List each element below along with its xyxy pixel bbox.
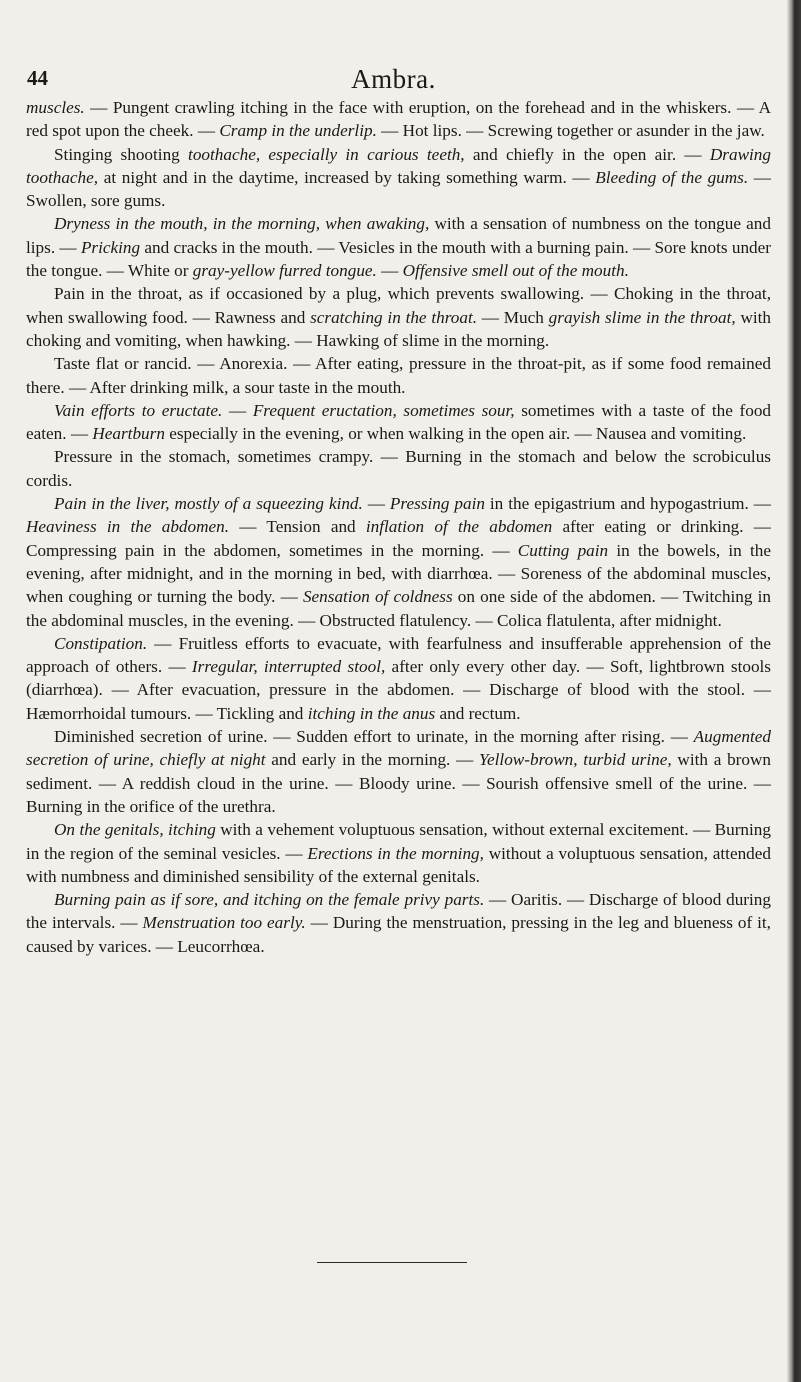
text-run: — Much (477, 307, 549, 327)
text-run: Diminished secretion of urine. — Sudden effort to urinate, in the morning after rising. — (54, 727, 694, 747)
paragraph (26, 143, 771, 213)
text-run: — Pungent crawling itching in the face with eruption, on the forehead and in the whiskers. — A red spot upon the cheek. — (26, 98, 771, 141)
italic-text-run: On the genitals, itching (54, 820, 216, 840)
paragraph (26, 282, 771, 352)
italic-text-run: Cutting pain (517, 540, 609, 560)
text-run: especially in the evening, or when walking in the open air. — Nausea and vomiting. (164, 424, 747, 444)
text-run: — (362, 494, 390, 514)
text-run: — (222, 400, 253, 420)
text-run: — (376, 261, 403, 281)
page-number: 44 (27, 66, 48, 90)
text-run: without a voluptuous sensation, attended with numbness and diminished sensibility of the external genitals. (26, 843, 771, 886)
text-run: — Swollen, sore gums. (26, 167, 771, 211)
text-run: and rectum. (435, 703, 521, 723)
text-run: — Tension and (229, 517, 366, 537)
text-run: at night and in the daytime, increased by taking something warm. — (98, 167, 596, 187)
italic-text-run: scratching in the throat. (310, 307, 478, 327)
page-edge-shadow (787, 0, 801, 1382)
text-run: Stinging shooting (54, 144, 189, 164)
paragraph (26, 352, 771, 399)
text-run: and cracks in the mouth. — Vesicles in the mouth with a burning pain. — Sore knots under the tongue. — White or (26, 237, 771, 281)
paragraph (26, 492, 771, 632)
italic-text-run: Pressing pain (389, 494, 485, 514)
text-run: in the epigastrium and hypogastrium. — (484, 494, 771, 514)
paragraph (26, 445, 771, 492)
text-run: with a sensation of numbness on the tongue and lips. — (26, 214, 771, 257)
text-run: Taste flat or rancid. — Anorexia. — After eating, pressure in the throat-pit, as if some food remained there. — After drinking milk, a sour taste in the mouth. (26, 354, 771, 397)
italic-text-run: grayish slime in the throat, (548, 307, 736, 327)
text-run: in the bowels, in the evening, after midnight, and in the morning in bed, with diarrhœa. — Soreness of the abdominal muscles, when coughing or turning the body. — (26, 540, 771, 607)
text-run: with choking and vomiting, when hawking. — Hawking of slime in the morning. (26, 307, 772, 350)
running-head: Ambra. (351, 64, 436, 94)
italic-text-run: toothache, especially in carious teeth, (188, 144, 465, 164)
italic-text-run: Dryness in the mouth, in the morning, when awaking, (54, 214, 430, 234)
section-rule (317, 1262, 467, 1263)
text-run: after eating or drinking. — Compressing pain in the abdomen, sometimes in the morning. — (26, 517, 771, 560)
italic-text-run: Augmented secretion of urine, chiefly at night (26, 727, 771, 770)
paragraph (26, 818, 771, 888)
italic-text-run: Vain efforts to eructate. (54, 400, 223, 420)
italic-text-run: Frequent eructation, sometimes sour, (252, 400, 515, 420)
paragraph (26, 399, 771, 446)
text-run: and early in the morning. — (265, 750, 480, 770)
italic-text-run: Pricking (80, 237, 141, 257)
paragraph (26, 632, 771, 725)
paragraph (26, 212, 771, 282)
text-run: Pain in the throat, as if occasioned by a plug, which prevents swallowing. — Choking in the throat, when swallowing food. — Rawness and (26, 284, 771, 327)
paragraph (26, 96, 771, 143)
italic-text-run: Burning pain as if sore, and itching on the female privy parts. (54, 890, 485, 910)
text-run: sometimes with a taste of the food eaten. — (26, 400, 772, 444)
text-run: and chiefly in the open air. — (464, 144, 710, 164)
italic-text-run: muscles. (26, 98, 85, 117)
paragraph (26, 725, 771, 818)
italic-text-run: Drawing toothache, (26, 144, 771, 187)
text-run: — Hot lips. — Screwing together or asunder in the jaw. (376, 121, 765, 141)
italic-text-run: Heartburn (92, 424, 165, 444)
italic-text-run: Yellow-brown, turbid urine, (479, 750, 672, 770)
italic-text-run: Pain in the liver, mostly of a squeezing kind. (54, 494, 363, 514)
text-run: after only every other day. — Soft, lightbrown stools (diarrhœa). — After evacuation, pressure in the abdomen. — Discharge of blood with the stool. — Hæmorrhoidal tumours. — Tickling and (26, 657, 772, 723)
text-run: on one side of the abdomen. — Twitching in the abdominal muscles, in the evening. — Obstructed flatulency. — Colica flatulenta, after midnight. (26, 587, 771, 630)
italic-text-run: inflation of the abdomen (365, 517, 553, 537)
text-run: with a brown sediment. — A reddish cloud in the urine. — Bloody urine. — Sourish offensive smell of the urine. — Burning in the orifice of the urethra. (26, 750, 771, 816)
italic-text-run: Offensive smell out of the mouth. (402, 261, 629, 281)
text-run: — Fruitless efforts to evacuate, with fearfulness and insufferable apprehension of the approach of others. — (26, 633, 771, 677)
body-text (26, 96, 771, 958)
italic-text-run: Constipation. (54, 633, 148, 653)
text-run: with a vehement voluptuous sensation, without external excitement. — Burning in the region of the seminal vesicles. — (26, 820, 771, 863)
text-run: — Oaritis. — Discharge of blood during the intervals. — (26, 890, 771, 933)
text-run: Pressure in the stomach, sometimes crampy. — Burning in the stomach and below the scrobiculus cordis. (26, 447, 771, 490)
italic-text-run: Erections in the morning, (307, 843, 484, 863)
italic-text-run: Bleeding of the gums. (595, 167, 749, 187)
italic-text-run: Sensation of coldness (302, 587, 453, 607)
text-run: — During the menstruation, pressing in the leg and blueness of it, caused by varices. — Leucorrhœa. (26, 913, 771, 956)
italic-text-run: itching in the anus (307, 703, 436, 723)
italic-text-run: Menstruation too early. (142, 913, 306, 933)
italic-text-run: Cramp in the underlip. (219, 121, 377, 141)
italic-text-run: Heaviness in the abdomen. (26, 517, 230, 537)
page-header (0, 60, 787, 100)
italic-text-run: gray-yellow furred tongue. (192, 261, 377, 281)
paragraph (26, 888, 771, 958)
italic-text-run: Irregular, interrupted stool, (191, 657, 386, 677)
